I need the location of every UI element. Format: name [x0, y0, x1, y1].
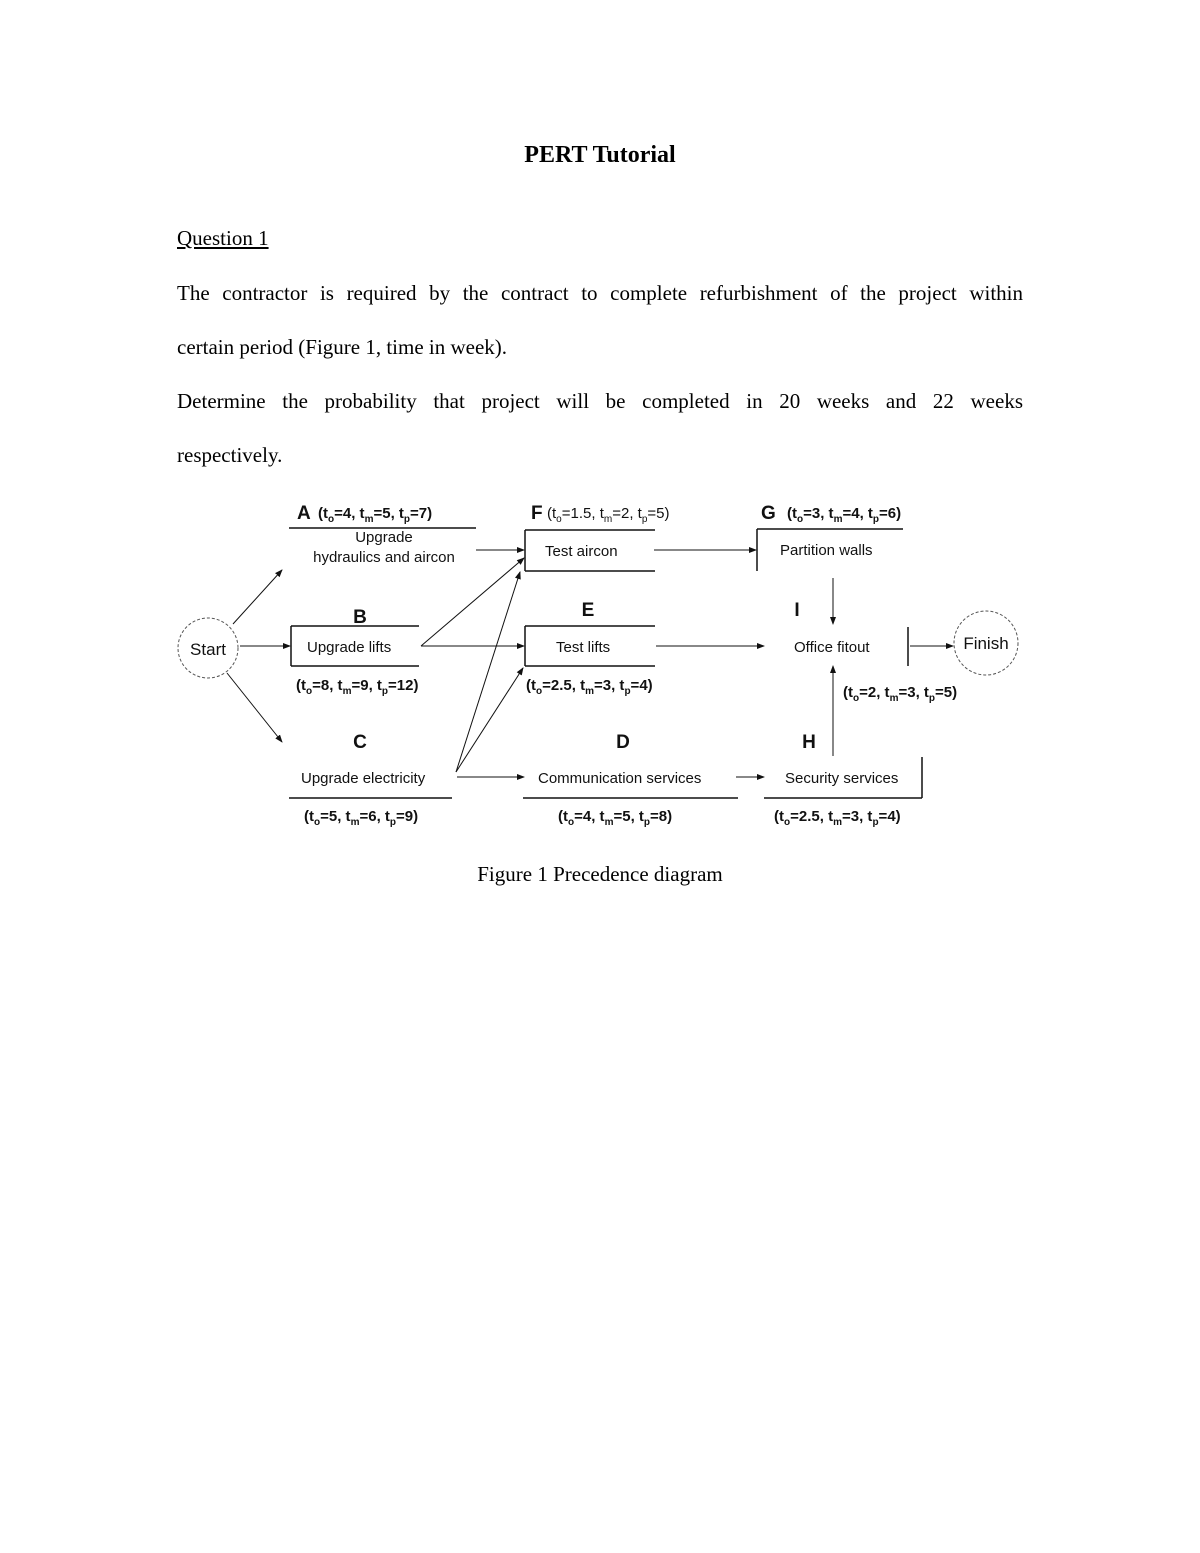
activity-f-times: ($t_o=1.5$, $t_m=2$, $t_p=5$) — [547, 505, 670, 525]
question-heading: Question 1 — [177, 226, 269, 250]
paragraph-line-1: The contractor is required by the contract to complete refurbishment of the project within — [177, 281, 1023, 305]
activity-h-letter: H — [802, 732, 816, 753]
activity-d-letter: D — [616, 732, 630, 753]
activity-a-times: ($t_o=4$, $t_m=5$, $t_p=7$) — [318, 505, 433, 525]
activity-b-times: ($t_o=8$, $t_m=9$, $t_p=12$) — [296, 677, 419, 697]
activity-i-letter: I — [794, 600, 800, 621]
activity-i-times: ($t_o=2$, $t_m=3$, $t_p=5$) — [843, 684, 958, 704]
activity-e-times: ($t_o=2.5$, $t_m=3$, $t_p=4$) — [526, 677, 653, 697]
paragraph-line-4: respectively. — [177, 443, 283, 467]
arrow-b-f — [421, 558, 524, 646]
paragraph-line-3: Determine the probability that project will be completed in 20 weeks and 22 weeks — [177, 389, 1023, 413]
arrow-c-f — [456, 572, 520, 772]
paragraph-line-2: certain period (Figure 1, time in week). — [177, 335, 508, 359]
activity-a-letter: A — [297, 503, 311, 524]
activity-d-times: ($t_o=4$, $t_m=5$, $t_p=8$) — [558, 808, 673, 828]
dependency-arrows — [227, 550, 953, 777]
arrow-c-e — [456, 668, 523, 772]
activity-a-name-line2: hydraulics and aircon — [313, 549, 455, 566]
activity-c-times: ($t_o=5$, $t_m=6$, $t_p=9$) — [304, 808, 419, 828]
activity-b-name: Upgrade lifts — [307, 639, 392, 656]
arrow-start-c — [227, 673, 282, 742]
activity-h-times: ($t_o=2.5$, $t_m=3$, $t_p=4$) — [774, 808, 901, 828]
activity-a-name-line1: Upgrade — [355, 529, 413, 546]
activity-c-letter: C — [353, 732, 367, 753]
activity-e-letter: E — [581, 600, 595, 621]
activity-g-name: Partition walls — [780, 542, 873, 559]
activity-e-name: Test lifts — [556, 639, 611, 656]
activity-f-letter: F — [531, 503, 543, 524]
activity-c-name: Upgrade electricity — [301, 770, 426, 787]
page-title: PERT Tutorial — [524, 142, 676, 168]
arrow-start-a — [233, 570, 282, 624]
activity-i-name: Office fitout — [794, 639, 870, 656]
activity-h-name: Security services — [785, 770, 899, 787]
activity-g-letter: G — [761, 503, 776, 524]
activity-f-name: Test aircon — [545, 543, 618, 560]
finish-label: Finish — [963, 634, 1009, 653]
figure-caption: Figure 1 Precedence diagram — [477, 862, 723, 886]
activity-g-times: ($t_o=3$, $t_m=4$, $t_p=6$) — [787, 505, 902, 525]
activity-b-letter: B — [353, 607, 367, 628]
activity-d-name: Communication services — [538, 770, 702, 787]
start-label: Start — [190, 640, 226, 659]
